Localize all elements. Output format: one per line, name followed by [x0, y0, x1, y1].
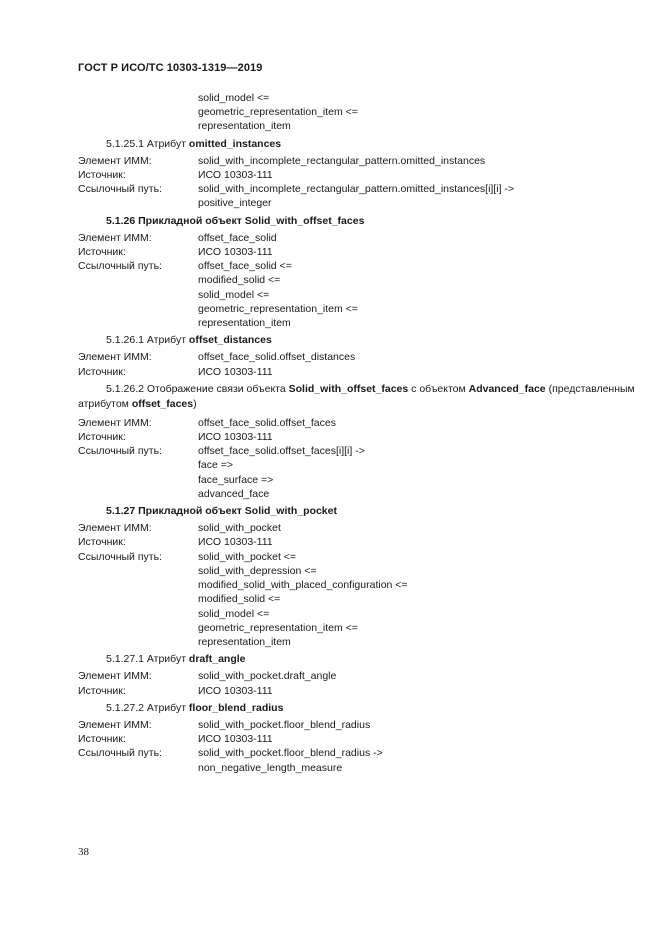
object-heading [78, 214, 638, 228]
field-row [78, 444, 638, 458]
mapping-paragraph [78, 382, 638, 413]
field-value: ИСО 10303-111 [198, 365, 273, 378]
path-continuation [78, 196, 638, 210]
attribute-name: offset_distances [188, 334, 272, 347]
document-body [78, 91, 638, 775]
path-line: modified_solid <= [198, 274, 281, 287]
field-label: Источник: [78, 169, 126, 182]
heading-text: Атрибут [146, 334, 189, 347]
field-row [78, 350, 638, 364]
field-label: Элемент ИММ: [78, 522, 152, 535]
path-line: advanced_face [198, 487, 270, 500]
path-line: modified_solid <= [198, 593, 281, 606]
field-label: Источник: [78, 431, 126, 444]
section-number: 5.1.26.1 [106, 334, 144, 347]
field-label: Элемент ИММ: [78, 718, 152, 731]
heading-text: Атрибут [146, 137, 189, 150]
field-value: solid_with_incomplete_rectangular_pattern.omitted_instances [198, 154, 486, 167]
path-line: solid_model <= [198, 92, 270, 104]
field-label: Элемент ИММ: [78, 154, 152, 167]
field-label: Элемент ИММ: [78, 416, 152, 429]
path-continuation [78, 761, 638, 775]
attribute-heading [78, 333, 638, 347]
field-row [78, 231, 638, 245]
path-line: solid_model <= [198, 288, 270, 301]
attribute-heading [78, 137, 638, 151]
document-header: ГОСТ Р ИСО/ТС 10303-1319—2019 [78, 62, 263, 74]
field-label: Источник: [78, 365, 126, 378]
field-row [78, 430, 638, 444]
field-row [78, 684, 638, 698]
field-label: Источник: [78, 246, 126, 259]
field-row [78, 182, 638, 196]
field-label: Элемент ИММ: [78, 231, 152, 244]
field-value: solid_with_pocket.draft_angle [198, 670, 337, 683]
paragraph-text: 5.1.26.2 Отображение связи объекта [106, 382, 289, 395]
field-value: offset_face_solid.offset_faces[i][i] -> [198, 445, 365, 458]
path-line: representation_item [198, 635, 291, 648]
paragraph-text: с объектом [408, 382, 469, 395]
field-value: ИСО 10303-111 [198, 246, 273, 259]
field-row [78, 732, 638, 746]
field-label: Ссылочный путь: [78, 550, 162, 563]
heading-text: Прикладной объект Solid_with_pocket [138, 505, 337, 518]
field-value: ИСО 10303-111 [198, 733, 273, 746]
field-value: ИСО 10303-111 [198, 169, 273, 182]
field-label: Ссылочный путь: [78, 445, 162, 458]
field-row [78, 168, 638, 182]
path-line: modified_solid_with_placed_configuration <= [198, 579, 408, 592]
field-label: Источник: [78, 733, 126, 746]
path-line: face_surface => [198, 473, 274, 486]
field-row [78, 521, 638, 535]
field-value: offset_face_solid <= [198, 260, 292, 273]
field-value: offset_face_solid [198, 231, 277, 244]
attribute-name: floor_blend_radius [188, 701, 284, 714]
field-row [78, 535, 638, 549]
heading-text: Прикладной объект Solid_with_offset_faces [138, 214, 365, 227]
field-value: ИСО 10303-111 [198, 431, 273, 444]
page-number: 38 [78, 846, 89, 858]
field-row [78, 365, 638, 379]
field-row [78, 245, 638, 259]
paragraph-text: (представленным атрибутом [78, 382, 635, 411]
path-line: solid_with_depression <= [198, 564, 317, 577]
field-value: solid_with_pocket [198, 522, 281, 535]
path-continuation [78, 91, 638, 134]
path-line: representation_item [198, 120, 291, 133]
field-label: Элемент ИММ: [78, 351, 152, 364]
bold-term: offset_faces [131, 398, 194, 411]
attribute-heading [78, 701, 638, 715]
field-value: solid_with_pocket <= [198, 550, 297, 563]
section-number: 5.1.25.1 [106, 137, 144, 150]
field-label: Источник: [78, 536, 126, 549]
field-value: solid_with_pocket.floor_blend_radius -> [198, 747, 383, 760]
field-value: solid_with_incomplete_rectangular_pattern.omitted_instances[i][i] -> [198, 183, 515, 196]
object-heading [78, 504, 638, 518]
path-line: solid_model <= [198, 607, 270, 620]
field-value: solid_with_pocket.floor_blend_radius [198, 718, 371, 731]
field-label: Ссылочный путь: [78, 747, 162, 760]
field-row [78, 746, 638, 760]
path-continuation [78, 564, 638, 649]
attribute-name: omitted_instances [188, 137, 282, 150]
section-number: 5.1.27 [106, 505, 136, 518]
path-line: geometric_representation_item <= [198, 302, 358, 315]
heading-text: Атрибут [146, 653, 189, 666]
section-number: 5.1.26 [106, 214, 136, 227]
path-line: positive_integer [198, 197, 272, 210]
field-row [78, 154, 638, 168]
field-label: Элемент ИММ: [78, 670, 152, 683]
field-row [78, 550, 638, 564]
path-line: geometric_representation_item <= [198, 106, 358, 119]
field-row [78, 718, 638, 732]
bold-term: Solid_with_offset_faces [288, 382, 409, 395]
path-line: geometric_representation_item <= [198, 621, 358, 634]
field-value: offset_face_solid.offset_faces [198, 416, 336, 429]
field-row [78, 259, 638, 273]
path-continuation [78, 458, 638, 501]
path-line: non_negative_length_measure [198, 761, 343, 774]
field-label: Ссылочный путь: [78, 260, 162, 273]
bold-term: Advanced_face [468, 382, 546, 395]
attribute-heading [78, 652, 638, 666]
field-label: Источник: [78, 684, 126, 697]
field-value: ИСО 10303-111 [198, 684, 273, 697]
field-row [78, 669, 638, 683]
heading-text: Атрибут [146, 701, 189, 714]
paragraph-text: ) [193, 398, 197, 411]
path-line: representation_item [198, 317, 291, 330]
path-line: face => [198, 459, 234, 472]
section-number: 5.1.27.1 [106, 653, 144, 666]
attribute-name: draft_angle [188, 653, 246, 666]
field-value: ИСО 10303-111 [198, 536, 273, 549]
field-row [78, 416, 638, 430]
field-label: Ссылочный путь: [78, 183, 162, 196]
path-continuation [78, 273, 638, 330]
field-value: offset_face_solid.offset_distances [198, 351, 356, 364]
section-number: 5.1.27.2 [106, 701, 144, 714]
